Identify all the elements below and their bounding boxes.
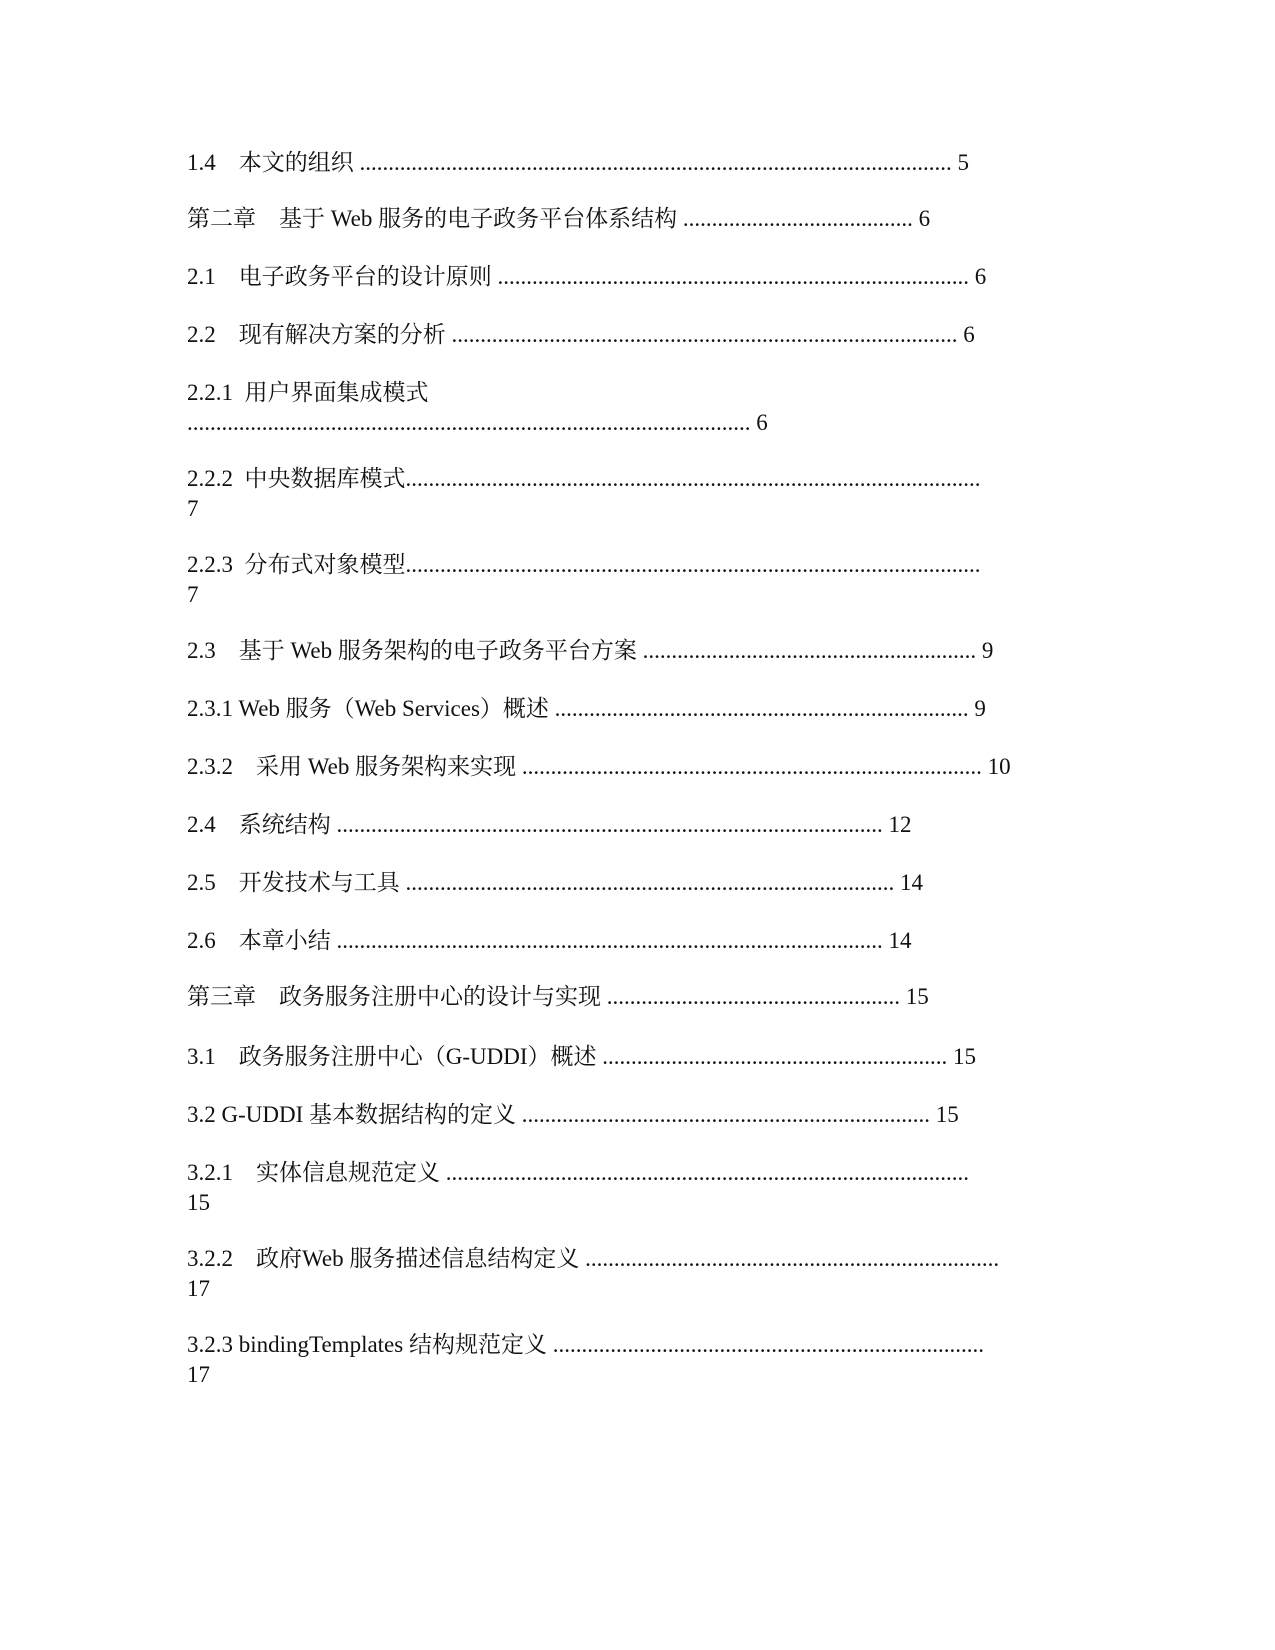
toc-entry-page: 15 (935, 1102, 959, 1127)
toc-leader-dots: ........................................................................................... (440, 1160, 975, 1185)
toc-entry[interactable] (187, 926, 912, 956)
toc-entry[interactable] (187, 262, 986, 292)
toc-entry[interactable] (187, 550, 986, 610)
toc-entry-title: 现有解决方案的分析 (238, 322, 446, 347)
toc-entry-number: 1.4 (187, 150, 216, 175)
toc-entry-page: 9 (981, 638, 994, 663)
toc-entry[interactable] (187, 1042, 976, 1072)
toc-entry[interactable] (187, 320, 975, 350)
toc-leader-dots: .................................................................................................. (187, 410, 757, 435)
toc-entry-title: 政府Web 服务描述信息结构定义 (256, 1246, 580, 1271)
toc-entry-title: 中央数据库模式 (244, 466, 406, 491)
toc-entry[interactable] (187, 868, 923, 898)
toc-entry-number: 3.2.1 (187, 1160, 233, 1185)
toc-entry-title: 实体信息规范定义 (256, 1160, 440, 1185)
toc-entry-number: 2.2.3 (187, 552, 233, 577)
toc-leader-dots: ........................................ (677, 206, 919, 231)
toc-leader-dots: .................................................................................................... (405, 466, 987, 491)
toc-entry-title: 开发技术与工具 (238, 870, 400, 895)
toc-entry-title: bindingTemplates 结构规范定义 (238, 1332, 547, 1357)
toc-leader-dots: ........................................................................................ (445, 322, 964, 347)
toc-entry-title: 电子政务平台的设计原则 (238, 264, 492, 289)
toc-entry-page: 6 (918, 206, 931, 231)
toc-entry[interactable] (187, 752, 1011, 782)
toc-entry[interactable] (187, 1244, 1005, 1304)
toc-leader-dots: ........................................................................... (546, 1332, 990, 1357)
toc-entry-page: 17 (187, 1362, 210, 1387)
toc-leader-dots: ....................................................................................................... (353, 150, 958, 175)
toc-entry-title: 政务服务注册中心（G-UDDI）概述 (238, 1044, 597, 1069)
toc-entry-number: 2.3 (187, 638, 216, 663)
toc-leader-dots: ............................................................................................... (330, 928, 889, 953)
toc-leader-dots: .......................................................... (636, 638, 982, 663)
toc-leader-dots: ............................................................ (596, 1044, 954, 1069)
toc-entry-number: 2.3.1 (187, 696, 233, 721)
toc-entry-number: 第三章 (187, 984, 256, 1009)
toc-entry-title: 系统结构 (238, 812, 331, 837)
toc-entry-page: 14 (900, 870, 923, 895)
toc-entry-number: 2.2.1 (187, 380, 233, 405)
toc-entry-page: 6 (756, 410, 768, 435)
toc-entry-title: 采用 Web 服务架构来实现 (256, 754, 517, 779)
toc-leader-dots: ........................................................................ (548, 696, 975, 721)
toc-entry-page: 17 (187, 1276, 210, 1301)
toc-entry-number: 2.1 (187, 264, 216, 289)
toc-entry-title: 本章小结 (238, 928, 331, 953)
toc-entry-title: 政务服务注册中心的设计与实现 (279, 984, 601, 1009)
toc-entry-number: 第二章 (187, 206, 256, 231)
toc-entry-title: 基于 Web 服务的电子政务平台体系结构 (279, 206, 678, 231)
toc-leader-dots: ........................................................................ (579, 1246, 1005, 1271)
toc-entry[interactable] (187, 636, 993, 666)
toc-entry-number: 3.1 (187, 1044, 216, 1069)
toc-entry[interactable] (187, 694, 986, 724)
toc-entry-page: 5 (957, 150, 969, 175)
toc-entry-title: 分布式对象模型 (244, 552, 406, 577)
toc-entry-page: 6 (974, 264, 987, 289)
toc-entry-page: 15 (187, 1190, 210, 1215)
toc-entry-title: 本文的组织 (238, 150, 354, 175)
toc-entry-number: 2.2.2 (187, 466, 233, 491)
toc-entry-number: 2.5 (187, 870, 216, 895)
toc-leader-dots: ..................................................................................... (399, 870, 900, 895)
toc-entry-title: G-UDDI 基本数据结构的定义 (221, 1102, 517, 1127)
toc-entry-number: 3.2.2 (187, 1246, 233, 1271)
toc-entry[interactable] (187, 1100, 959, 1130)
toc-entry-page: 7 (187, 496, 199, 521)
toc-leader-dots: ................................................... (601, 984, 906, 1009)
toc-entry[interactable] (187, 1330, 990, 1390)
toc-entry-title: 基于 Web 服务架构的电子政务平台方案 (238, 638, 637, 663)
toc-entry-page: 7 (187, 582, 199, 607)
toc-entry-number: 2.4 (187, 812, 216, 837)
toc-entry[interactable] (187, 378, 768, 438)
toc-leader-dots: .................................................................................................... (405, 552, 987, 577)
toc-chapter-entry[interactable] (187, 982, 929, 1012)
toc-entry-page: 10 (987, 754, 1011, 779)
toc-entry[interactable] (187, 148, 969, 178)
toc-leader-dots: ............................................................................................... (330, 812, 889, 837)
toc-entry-page: 15 (953, 1044, 977, 1069)
toc-chapter-entry[interactable] (187, 204, 930, 234)
toc-entry-page: 6 (963, 322, 975, 347)
toc-entry-page: 14 (888, 928, 912, 953)
toc-leader-dots: ................................................................................ (516, 754, 988, 779)
toc-entry-number: 3.2.3 (187, 1332, 233, 1357)
toc-entry[interactable] (187, 464, 986, 524)
toc-entry-page: 9 (974, 696, 986, 721)
toc-entry-title: Web 服务（Web Services）概述 (238, 696, 549, 721)
toc-entry[interactable] (187, 810, 912, 840)
toc-entry-number: 3.2 (187, 1102, 216, 1127)
toc-entry-page: 12 (888, 812, 912, 837)
toc-entry-page: 15 (905, 984, 929, 1009)
toc-leader-dots: .................................................................................. (491, 264, 975, 289)
toc-leader-dots: ....................................................................... (516, 1102, 936, 1127)
toc-entry-number: 2.2 (187, 322, 216, 347)
toc-entry-number: 2.6 (187, 928, 216, 953)
toc-entry-title: 用户界面集成模式 (244, 380, 429, 405)
toc-entry-number: 2.3.2 (187, 754, 233, 779)
toc-entry[interactable] (187, 1158, 975, 1218)
